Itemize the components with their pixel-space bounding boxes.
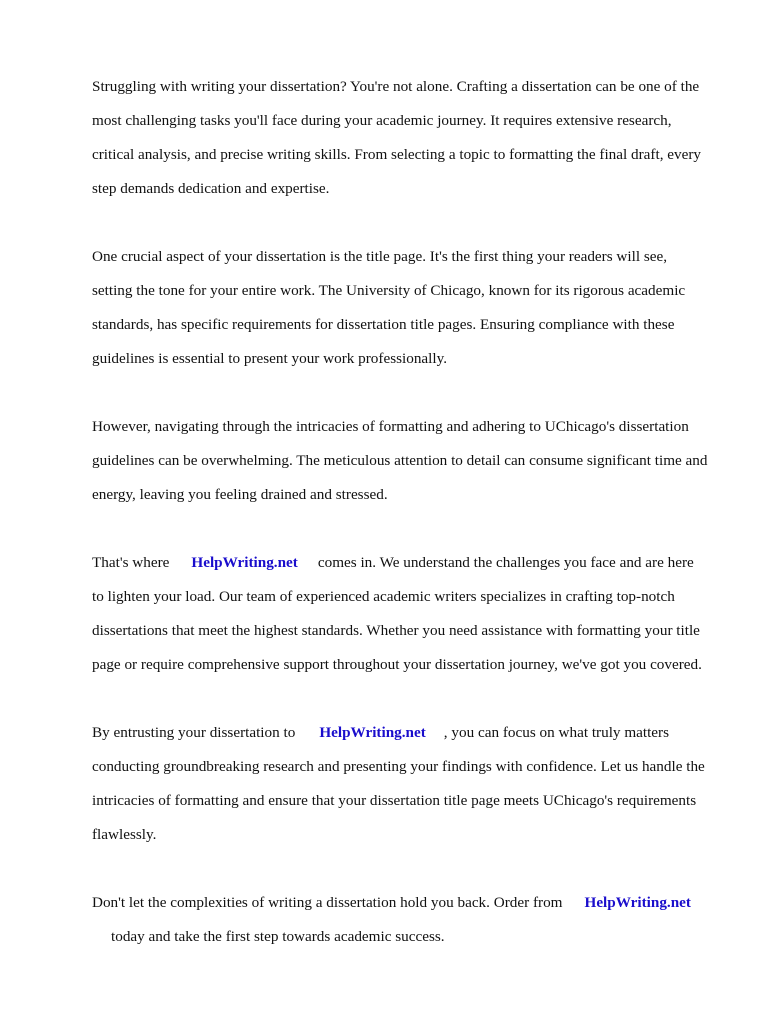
text-line: flawlessly. <box>92 826 157 843</box>
paragraph-intro <box>92 61 732 214</box>
text-line: intricacies of formatting and ensure that your dissertation title page meets UChicago's requirements <box>92 792 697 809</box>
text-line: Struggling with writing your dissertation? You're not alone. Crafting a dissertation can be one of the <box>92 78 700 95</box>
paragraph-entrust <box>92 707 732 860</box>
text-line: most challenging tasks you'll face during your academic journey. It requires extensive research, <box>92 112 672 129</box>
text-line: dissertations that meet the highest standards. Whether you need assistance with formatting your title <box>92 622 700 639</box>
text-line: guidelines is essential to present your work professionally. <box>92 350 448 367</box>
text-line: critical analysis, and precise writing skills. From selecting a topic to formatting the final draft, every <box>92 146 702 163</box>
text-line: conducting groundbreaking research and presenting your findings with confidence. Let us handle the <box>92 758 705 775</box>
text-line: today and take the first step towards academic success. <box>111 928 445 945</box>
text-line: setting the tone for your entire work. The University of Chicago, known for its rigorous academic <box>92 282 686 299</box>
helpwriting-link[interactable]: HelpWriting.net <box>584 894 691 911</box>
text-fragment: By entrusting your dissertation to <box>92 724 296 741</box>
text-line: step demands dedication and expertise. <box>92 180 330 197</box>
text-line: energy, leaving you feeling drained and stressed. <box>92 486 388 503</box>
paragraph-service <box>92 537 732 690</box>
paragraph-title-page <box>92 231 732 384</box>
text-line <box>92 894 732 911</box>
text-fragment: That's where <box>92 554 170 571</box>
text-line: page or require comprehensive support throughout your dissertation journey, we've got you covered. <box>92 656 702 673</box>
document-body <box>92 61 732 979</box>
text-fragment: comes in. We understand the challenges you face and are here <box>317 554 694 571</box>
text-line: standards, has specific requirements for dissertation title pages. Ensuring compliance with these <box>92 316 675 333</box>
text-line <box>92 554 732 571</box>
helpwriting-link[interactable]: HelpWriting.net <box>191 554 298 571</box>
text-fragment: , you can focus on what truly matters <box>443 724 670 741</box>
text-line: guidelines can be overwhelming. The meticulous attention to detail can consume significant time and <box>92 452 708 469</box>
text-line <box>92 724 732 741</box>
text-fragment: Don't let the complexities of writing a dissertation hold you back. Order from <box>92 894 563 911</box>
helpwriting-link[interactable]: HelpWriting.net <box>319 724 426 741</box>
text-line: to lighten your load. Our team of experienced academic writers specializes in crafting top-notch <box>92 588 675 605</box>
text-line: However, navigating through the intricacies of formatting and adhering to UChicago's dissertation <box>92 418 689 435</box>
paragraph-call-to-action <box>92 877 732 962</box>
text-line: One crucial aspect of your dissertation is the title page. It's the first thing your readers will see, <box>92 248 668 265</box>
paragraph-formatting <box>92 401 732 520</box>
